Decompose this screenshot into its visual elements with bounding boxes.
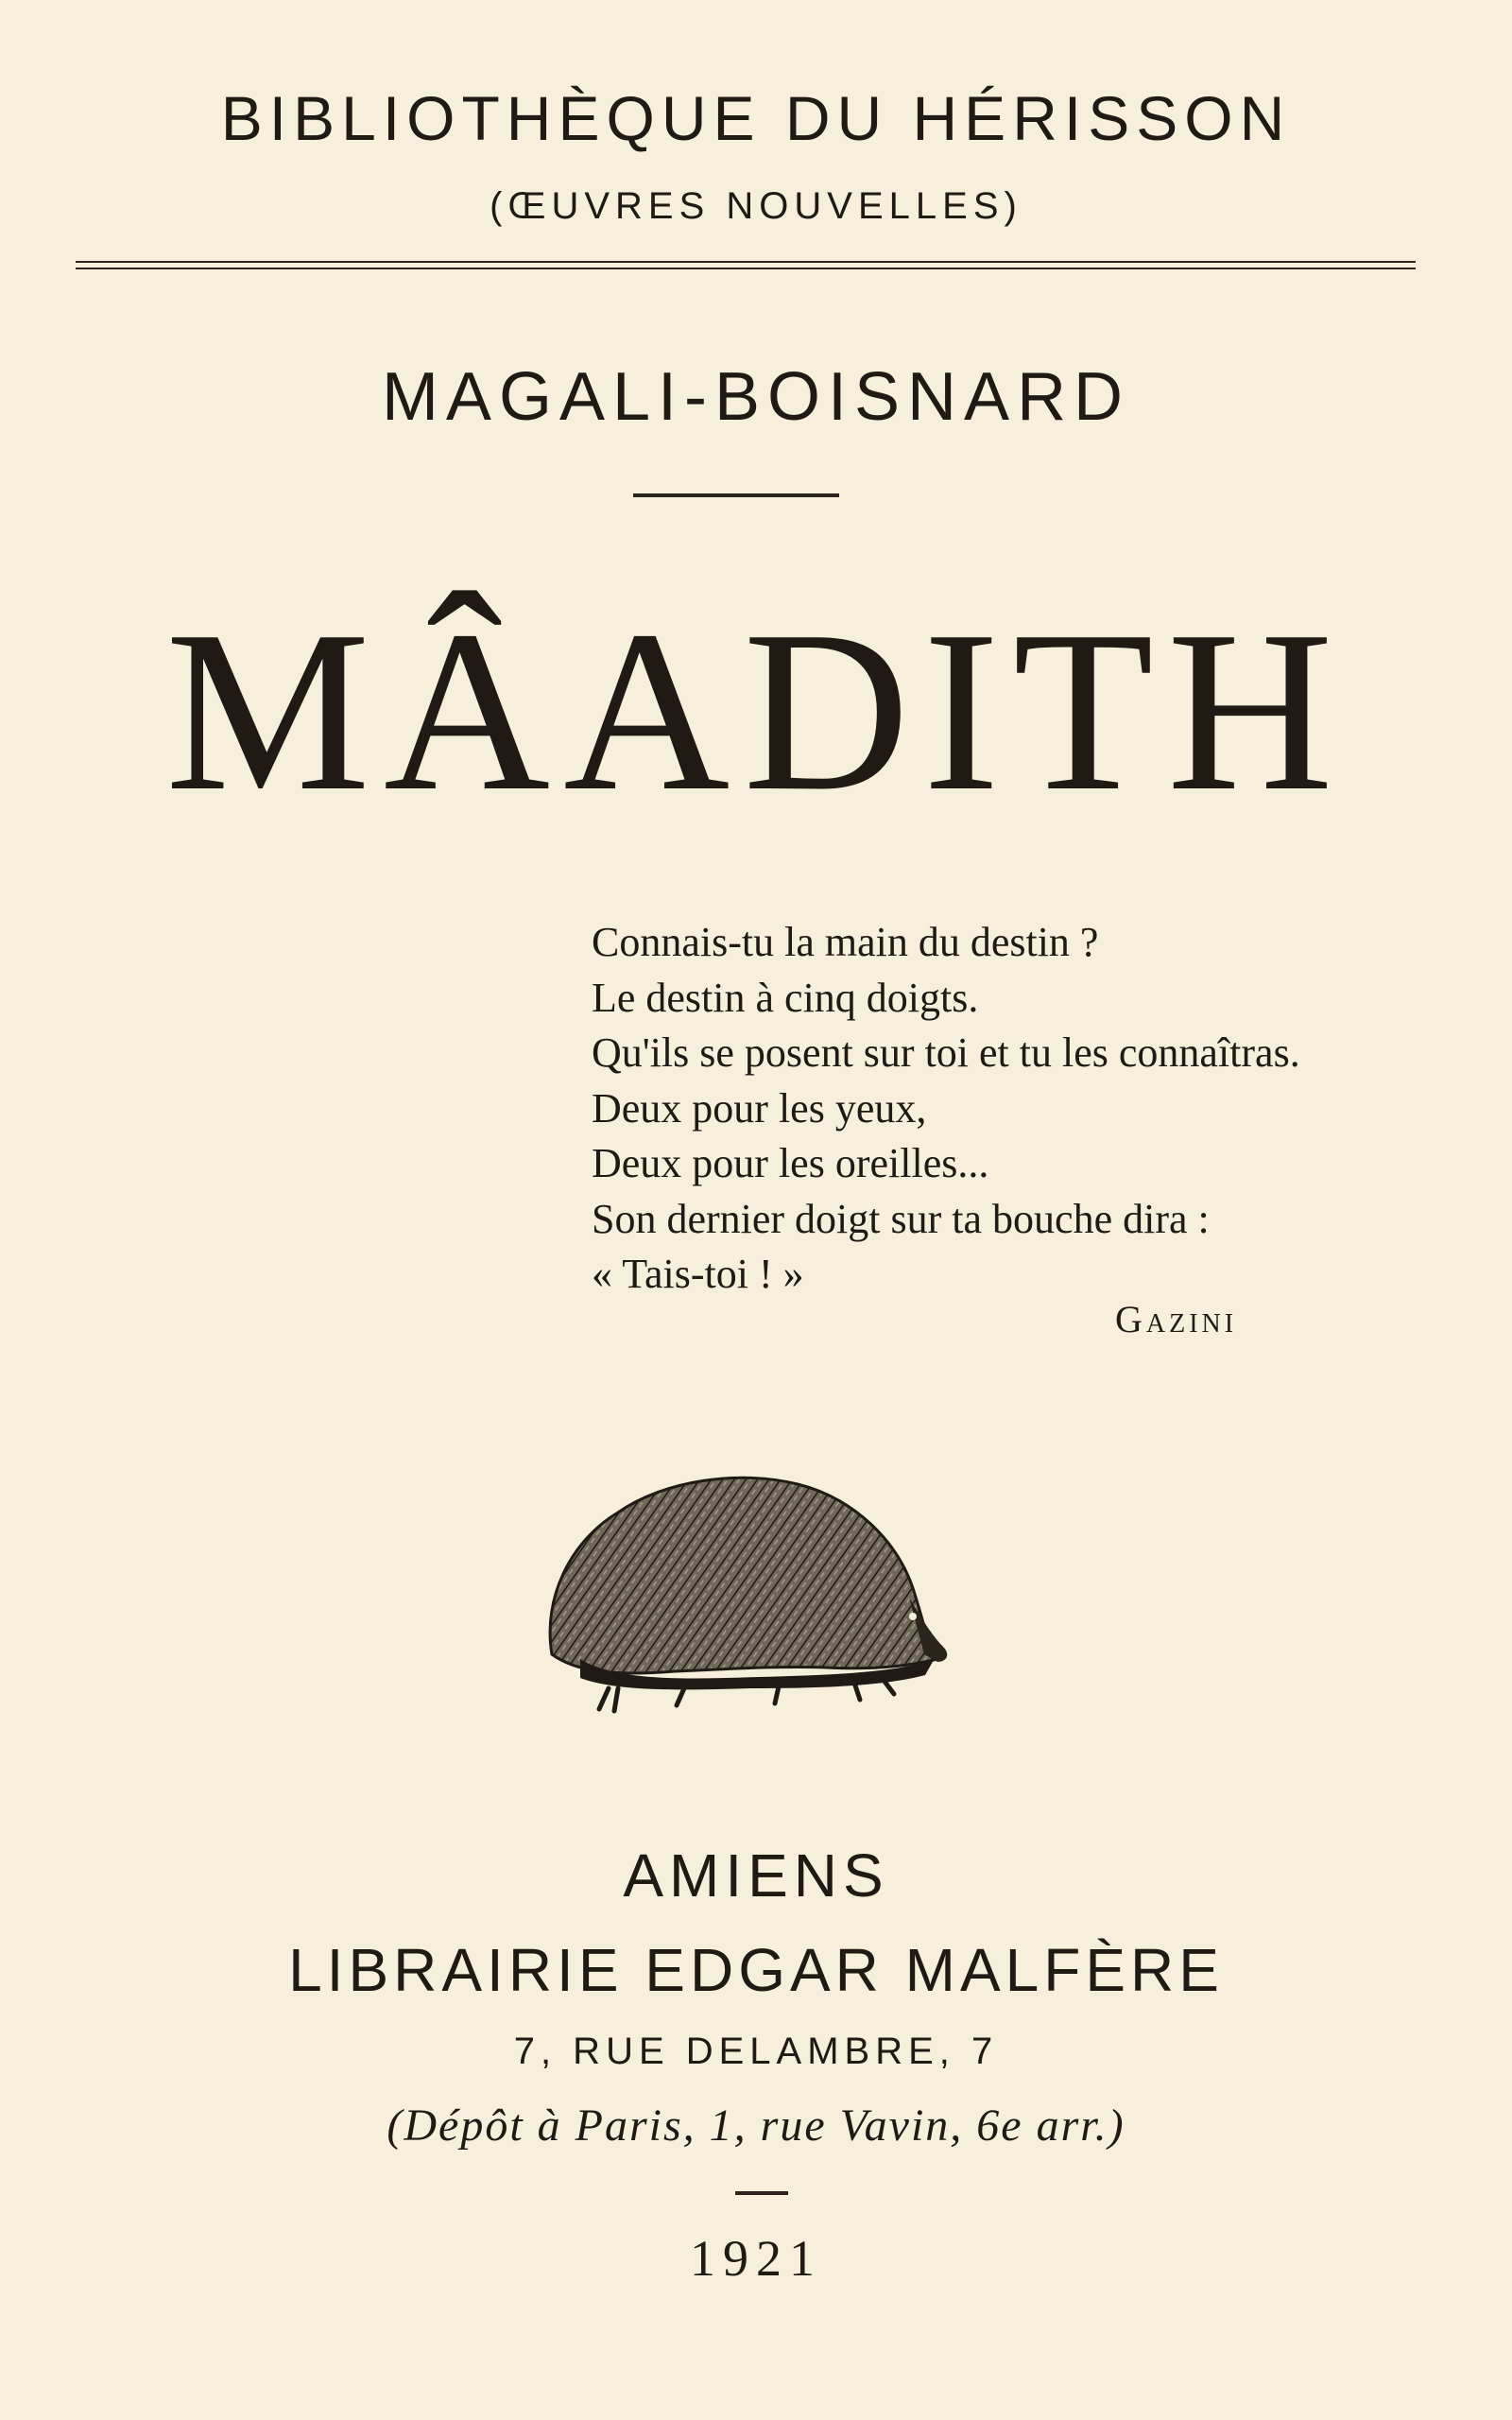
epigraph-line: « Tais-toi ! » (592, 1251, 804, 1297)
series-title: BIBLIOTHÈQUE DU HÉRISSON (220, 83, 1292, 153)
epigraph-line: Connais-tu la main du destin ? (592, 919, 1099, 965)
short-rule-divider (633, 493, 839, 497)
imprint-year: 1921 (690, 2230, 822, 2287)
author-name: MAGALI-BOISNARD (381, 359, 1131, 435)
imprint-depot: (Dépôt à Paris, 1, rue Vavin, 6e arr.) (387, 2100, 1125, 2151)
series-subtitle: (ŒUVRES NOUVELLES) (490, 185, 1022, 227)
epigraph-line: Deux pour les oreilles... (592, 1140, 989, 1186)
epigraph-line: Qu'ils se posent sur toi et tu les connaîtras. (592, 1029, 1300, 1076)
book-title: MÂADITH (164, 583, 1348, 838)
epigraph-line: Deux pour les yeux, (592, 1084, 927, 1132)
epigraph-line: Son dernier doigt sur ta bouche dira : (592, 1195, 1210, 1242)
imprint-address: 7, RUE DELAMBRE, 7 (513, 2031, 999, 2072)
epigraph-attribution: Gazini (1115, 1298, 1238, 1340)
double-rule-divider (76, 261, 1416, 269)
imprint-city: AMIENS (623, 1841, 889, 1910)
imprint-publisher: LIBRAIRIE EDGAR MALFÈRE (288, 1936, 1224, 2004)
hedgehog-icon (542, 1456, 958, 1720)
epigraph (592, 915, 1461, 1303)
tiny-rule-divider (735, 2191, 788, 2195)
epigraph-line: Le destin à cinq doigts. (592, 974, 979, 1021)
